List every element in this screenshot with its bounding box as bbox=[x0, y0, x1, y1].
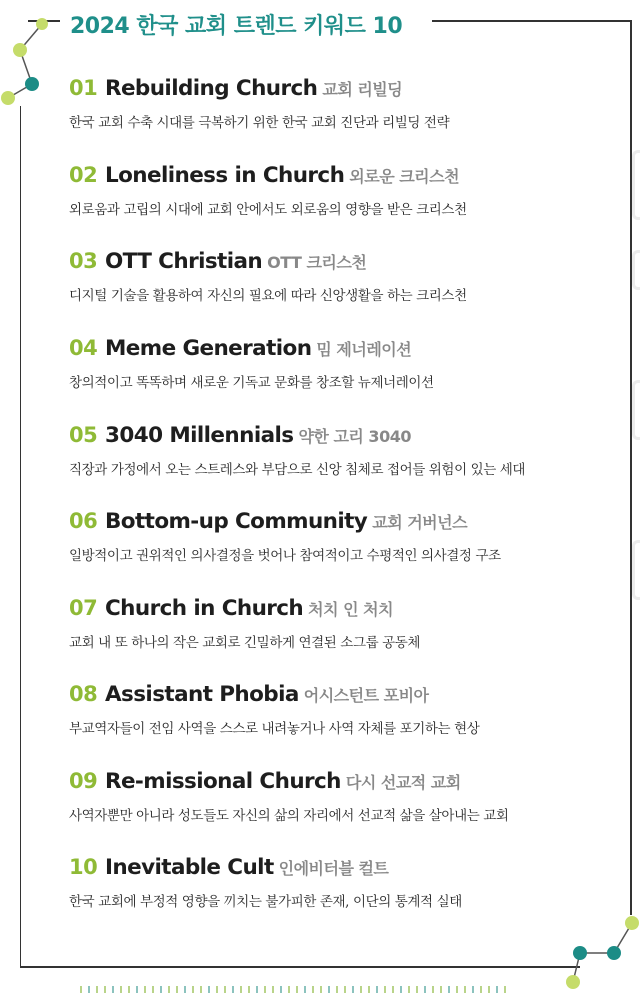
keyword-item bbox=[69, 769, 629, 824]
keyword-description: 외로움과 고립의 시대에 교회 안에서도 외로움의 영향을 받은 크리스천 bbox=[69, 202, 467, 218]
keyword-english: Church in Church bbox=[105, 596, 304, 621]
keyword-description: 일방적이고 권위적인 의사결정을 벗어나 참여적이고 수평적인 의사결정 구조 bbox=[69, 548, 501, 564]
decorative-dot bbox=[625, 916, 639, 930]
keyword-korean: 어시스턴트 포비아 bbox=[303, 686, 429, 705]
keyword-description: 교회 내 또 하나의 작은 교회로 긴밀하게 연결된 소그룹 공동체 bbox=[69, 635, 421, 651]
decorative-dot bbox=[607, 946, 621, 960]
keyword-item bbox=[69, 163, 629, 218]
keyword-number: 06 bbox=[69, 509, 98, 533]
keyword-number: 04 bbox=[69, 336, 98, 360]
keyword-english: Bottom-up Community bbox=[105, 509, 368, 534]
keyword-korean: OTT 크리스천 bbox=[267, 253, 367, 272]
keyword-korean: 밈 제너레이션 bbox=[316, 340, 412, 359]
keyword-heading bbox=[69, 682, 629, 707]
keyword-heading bbox=[69, 76, 629, 101]
keyword-heading bbox=[69, 509, 629, 534]
decorative-tick-strip bbox=[80, 986, 506, 993]
keyword-description: 한국 교회 수축 시대를 극복하기 위한 한국 교회 진단과 리빌딩 전략 bbox=[69, 115, 450, 131]
keyword-english: Re-missional Church bbox=[105, 769, 341, 794]
keyword-number: 07 bbox=[69, 596, 98, 620]
decorative-dot bbox=[566, 975, 580, 989]
keyword-english: 3040 Millennials bbox=[105, 423, 294, 448]
keyword-number: 05 bbox=[69, 423, 98, 447]
keyword-item bbox=[69, 336, 629, 391]
keyword-item bbox=[69, 682, 629, 737]
keyword-english: OTT Christian bbox=[105, 249, 263, 274]
keyword-korean: 외로운 크리스천 bbox=[349, 167, 460, 186]
decorative-dot bbox=[25, 77, 39, 91]
keyword-english: Loneliness in Church bbox=[105, 163, 345, 188]
decorative-dot bbox=[573, 946, 587, 960]
keyword-item bbox=[69, 596, 629, 651]
keyword-number: 03 bbox=[69, 249, 98, 273]
keyword-number: 10 bbox=[69, 855, 98, 879]
keyword-korean: 처치 인 처치 bbox=[308, 600, 394, 619]
keyword-korean: 약한 고리 3040 bbox=[298, 427, 411, 446]
keyword-korean: 인에비터블 컬트 bbox=[278, 859, 389, 878]
keyword-description: 디지털 기술을 활용하여 자신의 필요에 따라 신앙생활을 하는 크리스천 bbox=[69, 288, 467, 304]
keyword-heading bbox=[69, 336, 629, 361]
keyword-item bbox=[69, 509, 629, 564]
keyword-number: 01 bbox=[69, 76, 98, 100]
keyword-item bbox=[69, 423, 629, 478]
keyword-english: Assistant Phobia bbox=[105, 682, 299, 707]
keyword-korean: 교회 리빌딩 bbox=[322, 80, 403, 99]
keyword-description: 사역자뿐만 아니라 성도들도 자신의 삶의 자리에서 선교적 삶을 살아내는 교회 bbox=[69, 808, 509, 824]
keyword-heading bbox=[69, 423, 629, 448]
keyword-item bbox=[69, 76, 629, 131]
keyword-heading bbox=[69, 596, 629, 621]
keyword-number: 02 bbox=[69, 163, 98, 187]
keyword-item bbox=[69, 249, 629, 304]
keyword-korean: 다시 선교적 교회 bbox=[345, 773, 461, 792]
decorative-dot bbox=[13, 43, 27, 57]
keyword-heading bbox=[69, 855, 629, 880]
keyword-number: 08 bbox=[69, 682, 98, 706]
keyword-description: 한국 교회에 부정적 영향을 끼치는 불가피한 존재, 이단의 통계적 실태 bbox=[69, 894, 462, 910]
keyword-english: Meme Generation bbox=[105, 336, 312, 361]
keyword-heading bbox=[69, 769, 629, 794]
keyword-number: 09 bbox=[69, 769, 98, 793]
keyword-korean: 교회 거버넌스 bbox=[372, 513, 468, 532]
keyword-heading bbox=[69, 163, 629, 188]
page-title: 2024 한국 교회 트렌드 키워드 10 bbox=[70, 14, 403, 39]
decorative-dot bbox=[1, 91, 15, 105]
keyword-english: Rebuilding Church bbox=[105, 76, 318, 101]
keyword-description: 직장과 가정에서 오는 스트레스와 부담으로 신앙 침체로 접어들 위험이 있는 세대 bbox=[69, 462, 526, 478]
keyword-heading bbox=[69, 249, 629, 274]
keyword-english: Inevitable Cult bbox=[105, 855, 274, 880]
decorative-dot bbox=[36, 18, 48, 30]
keyword-description: 창의적이고 똑똑하며 새로운 기독교 문화를 창조할 뉴제너레이션 bbox=[69, 375, 434, 391]
keyword-item bbox=[69, 855, 629, 910]
keyword-description: 부교역자들이 전임 사역을 스스로 내려놓거나 사역 자체를 포기하는 현상 bbox=[69, 721, 480, 737]
